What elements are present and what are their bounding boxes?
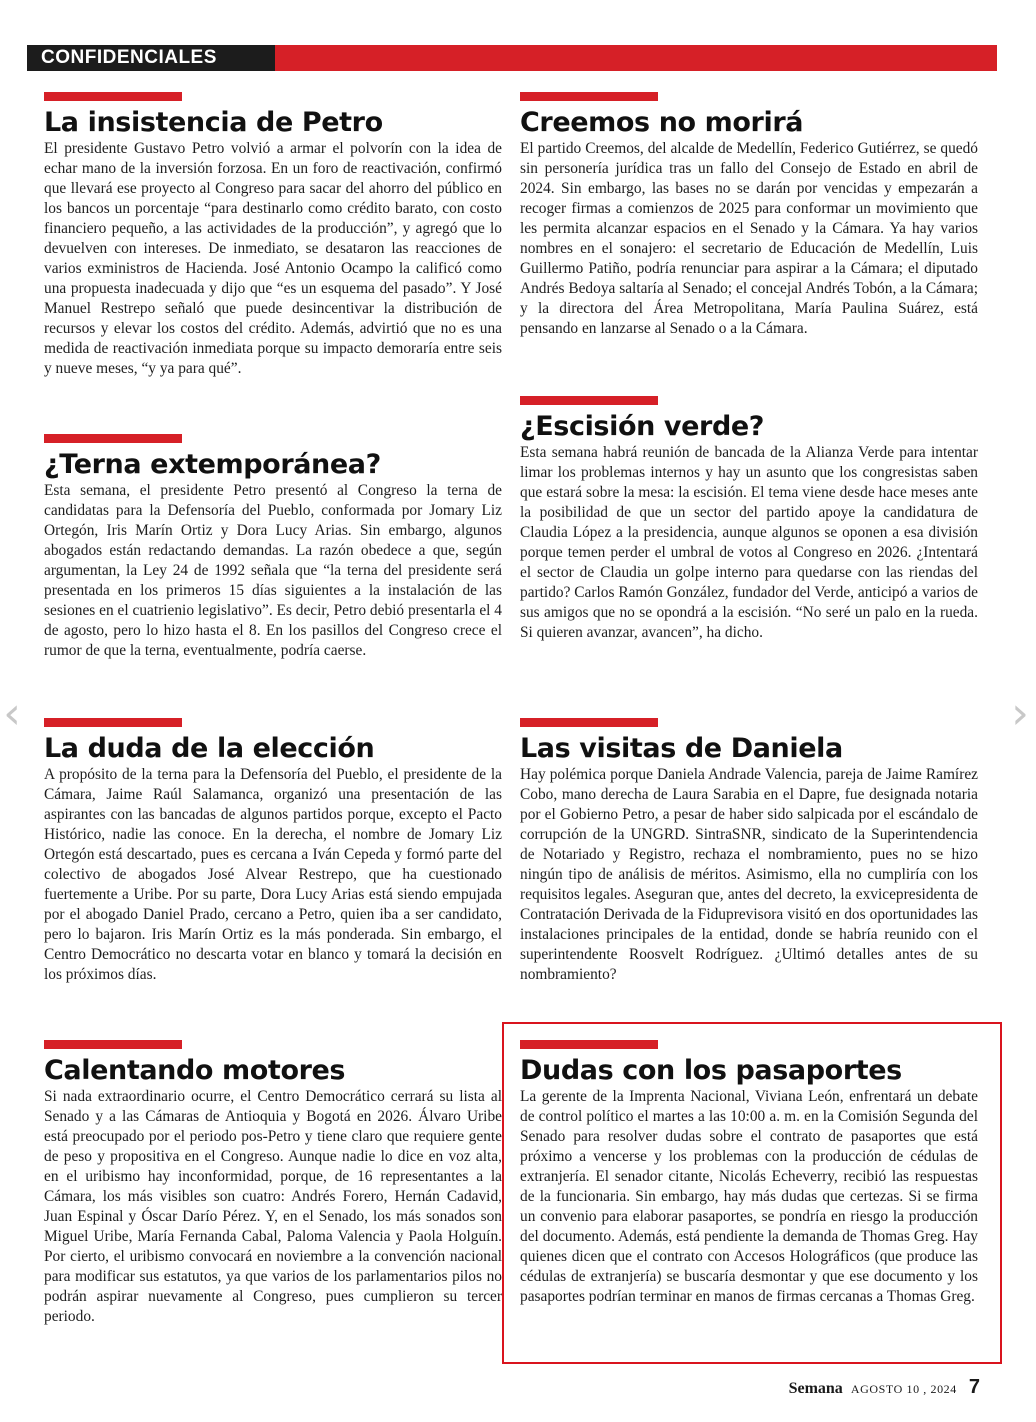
next-page-icon[interactable]: › <box>1011 688 1029 739</box>
issue-date: AGOSTO 10 , 2024 <box>850 1382 957 1396</box>
article-rule <box>44 718 182 727</box>
article-terna-extemporanea <box>44 434 502 661</box>
article-dudas-con-los-pasaportes <box>520 1040 978 1307</box>
article-body: Si nada extraordinario ocurre, el Centro Democrático cerrará su lista al Senado y a las Cámaras de Antioquia y Bogotá en 2026. Álvaro Uribe está preocupado por el periodo pos-Petro y tiene claro que requiere gente de peso y propositiva en el Congreso. Aunque nadie lo dice en voz alta, en el uribismo hay inconformidad, porque, de 16 representantes a la Cámara, los más visibles son cuatro: Andrés Forero, Hernán Cadavid, Juan Espinal y Óscar Darío Pérez. Y, en el Senado, los más sonados son Miguel Uribe, María Fernanda Cabal, Paloma Valencia y Paola Holguín. Por cierto, el uribismo convocará en noviembre a la convención nacional para modificar sus estatutos, ya que varios de los parlamentarios pilos no podrán aspirar nuevamente al Congreso, pues cumplieron su tercer periodo. <box>44 1088 502 1325</box>
article-body: Esta semana, el presidente Petro presentó al Congreso la terna de candidatas para la Defensoría del Pueblo, conformada por Jomary Liz Ortegón, Iris Marín Ortiz y Dora Lucy Arias. Sin embargo, algunos abogados están redactando demandas. La razón obedece a que, según argumentan, la Ley 24 de 1992 señala que “la terna del presidente será presentada en los primeros 15 días siguientes a la instalación de las sesiones en el cuatrienio legislativo”. Es decir, Petro debió presentarla el 4 de agosto, pero lo hizo hasta el 8. En los pasillos del Congreso crece el rumor de que la terna, eventualmente, podría caerse. <box>44 482 502 659</box>
article-body: A propósito de la terna para la Defensoría del Pueblo, el presidente de la Cámara, Jaime Raúl Salamanca, organizó una presentación de las aspirantes con las bancadas de algunos partidos porque, excepto el Pacto Histórico, nadie las conoce. En la derecha, el nombre de Jomary Liz Ortegón está descartado, pues es cercana a Iván Cepeda y formó parte del colectivo de abogados José Alvear Restrepo, que ha cuestionado fuertemente a Uribe. Por su parte, Dora Lucy Arias está siendo empujada por el abogado Daniel Prado, cercano a Petro, quien iba a ser candidato, pero lo bajaron. Iris Marín Ortiz es la más ponderada. Sin embargo, el Centro Democrático no descarta votar en blanco y tomará la decisión en los próximos días. <box>44 766 502 983</box>
article-title: Calentando motores <box>44 1055 346 1086</box>
section-header-bar <box>27 45 997 71</box>
article-rule <box>520 92 658 101</box>
article-title: ¿Terna extemporánea? <box>44 449 381 480</box>
previous-page-icon[interactable]: ‹ <box>3 688 21 739</box>
article-title: La duda de la elección <box>44 733 375 764</box>
article-title: Creemos no morirá <box>520 107 804 138</box>
magazine-name: Semana <box>788 1380 843 1397</box>
article-la-duda-de-la-eleccion <box>44 718 502 985</box>
article-escision-verde <box>520 396 978 643</box>
article-body: Esta semana habrá reunión de bancada de la Alianza Verde para intentar limar los problemas internos y hay un asunto que los congresistas saben que estará sobre la mesa: la escisión. El tema viene desde hace meses ante la posibilidad de que un sector del partido apoye la candidatura de Claudia López a la presidencia, aunque algunos se oponen a esa división porque temen perder el umbral de votos al Congreso en 2026. ¿Intentará el sector de Claudia un golpe interno para quedarse con las riendas del partido? Carlos Ramón González, fundador del Verde, anticipó a varios de sus amigos que no se opondrá a la escisión. “No seré un palo en la rueda. Si quieren avanzar, avancen”, ha dicho. <box>520 444 978 641</box>
article-body: El presidente Gustavo Petro volvió a armar el polvorín con la idea de echar mano de la inversión forzosa. En un foro de reactivación, confirmó que llevará ese proyecto al Congreso para sacar del ahorro del público en los bancos un porcentaje “para destinarlo como crédito barato, con costo financiero pequeño, a las actividades de la producción”, y agregó que lo devuelven con intereses. De inmediato, se desataron las reacciones de varios exministros de Hacienda. José Antonio Ocampo la calificó como una propuesta inadecuada y dijo que “es un esquema del pasado”. Y José Manuel Restrepo señaló que puede desincentivar la distribución de recursos y elevar los costos del crédito. Además, advirtió que no es una medida de reactivación inmediata porque su impacto demoraría entre seis y nueve meses, “y ya para qué”. <box>44 140 502 377</box>
article-las-visitas-de-daniela <box>520 718 978 985</box>
article-rule <box>520 1040 658 1049</box>
article-title: Dudas con los pasaportes <box>520 1055 902 1086</box>
article-body: El partido Creemos, del alcalde de Medellín, Federico Gutiérrez, se quedó sin personería jurídica tras un fallo del Consejo de Estado en abril de 2024. Sin embargo, las bases no se darán por vencidas y empezarán a recoger firmas a comienzos de 2025 para conformar un movimiento que les permita alcanzar espacios en el Senado y la Cámara. Ya hay varios nombres en el sonajero: el secretario de Educación de Medellín, Luis Guillermo Patiño, podría renunciar para aspirar a la Cámara; el diputado Andrés Bedoya saltaría al Senado; el concejal Andrés Tobón, a la Cámara; y la directora del Área Metropolitana, María Paulina Suárez, está pensando en lanzarse al Senado o a la Cámara. <box>520 140 978 337</box>
article-rule <box>44 1040 182 1049</box>
article-la-insistencia-de-petro <box>44 92 502 379</box>
article-rule <box>520 718 658 727</box>
article-rule <box>44 92 182 101</box>
article-title: ¿Escisión verde? <box>520 411 765 442</box>
article-rule <box>44 434 182 443</box>
article-body: Hay polémica porque Daniela Andrade Valencia, pareja de Jaime Ramírez Cobo, mano derecha de Laura Sarabia en el Dapre, fue designada notaria por el Gobierno Petro, a pesar de haber sido salpicada por el escándalo de corrupción de la UNGRD. SintraSNR, sindicato de la Superintendencia de Notariado y Registro, rechaza el nombramiento, pues no se hizo ningún tipo de análisis de méritos. Asimismo, ella no cumpliría con los requisitos legales. Aseguran que, antes del decreto, la exvicepresidenta de Contratación Derivada de la Fiduprevisora visitó en dos oportunidades las instalaciones principales de la entidad, donde se habría reunido con el superintendente Roosvelt Rodríguez. ¿Ultimó detalles antes de su nombramiento? <box>520 766 978 983</box>
article-creemos-no-morira <box>520 92 978 339</box>
page-number: 7 <box>968 1376 980 1398</box>
article-calentando-motores <box>44 1040 502 1327</box>
article-body: La gerente de la Imprenta Nacional, Viviana León, enfrentará un debate de control político el martes a las 10:00 a. m. en la Comisión Segunda del Senado para resolver dudas sobre el contrato de pasaportes que está próximo a vencerse y los problemas con la producción de cédulas de extranjería. El senador citante, Nicolás Echeverry, recibió las respuestas de la funcionaria. Sin embargo, hay más dudas que certezas. Si se firma un convenio para elaborar pasaportes, se pondría en riesgo la producción del documento. Además, está pendiente la demanda de Thomas Greg. Hay quienes dicen que el contrato con Accesos Holográficos (que produce las cédulas de extranjería) se buscaría desmontar y que ese documento y los pasaportes podrían terminar en manos de firmas cercanas a Thomas Greg. <box>520 1088 978 1305</box>
section-title: CONFIDENCIALES <box>27 45 275 71</box>
article-title: Las visitas de Daniela <box>520 733 843 764</box>
article-title: La insistencia de Petro <box>44 107 383 138</box>
article-rule <box>520 396 658 405</box>
page-footer <box>789 1376 980 1406</box>
